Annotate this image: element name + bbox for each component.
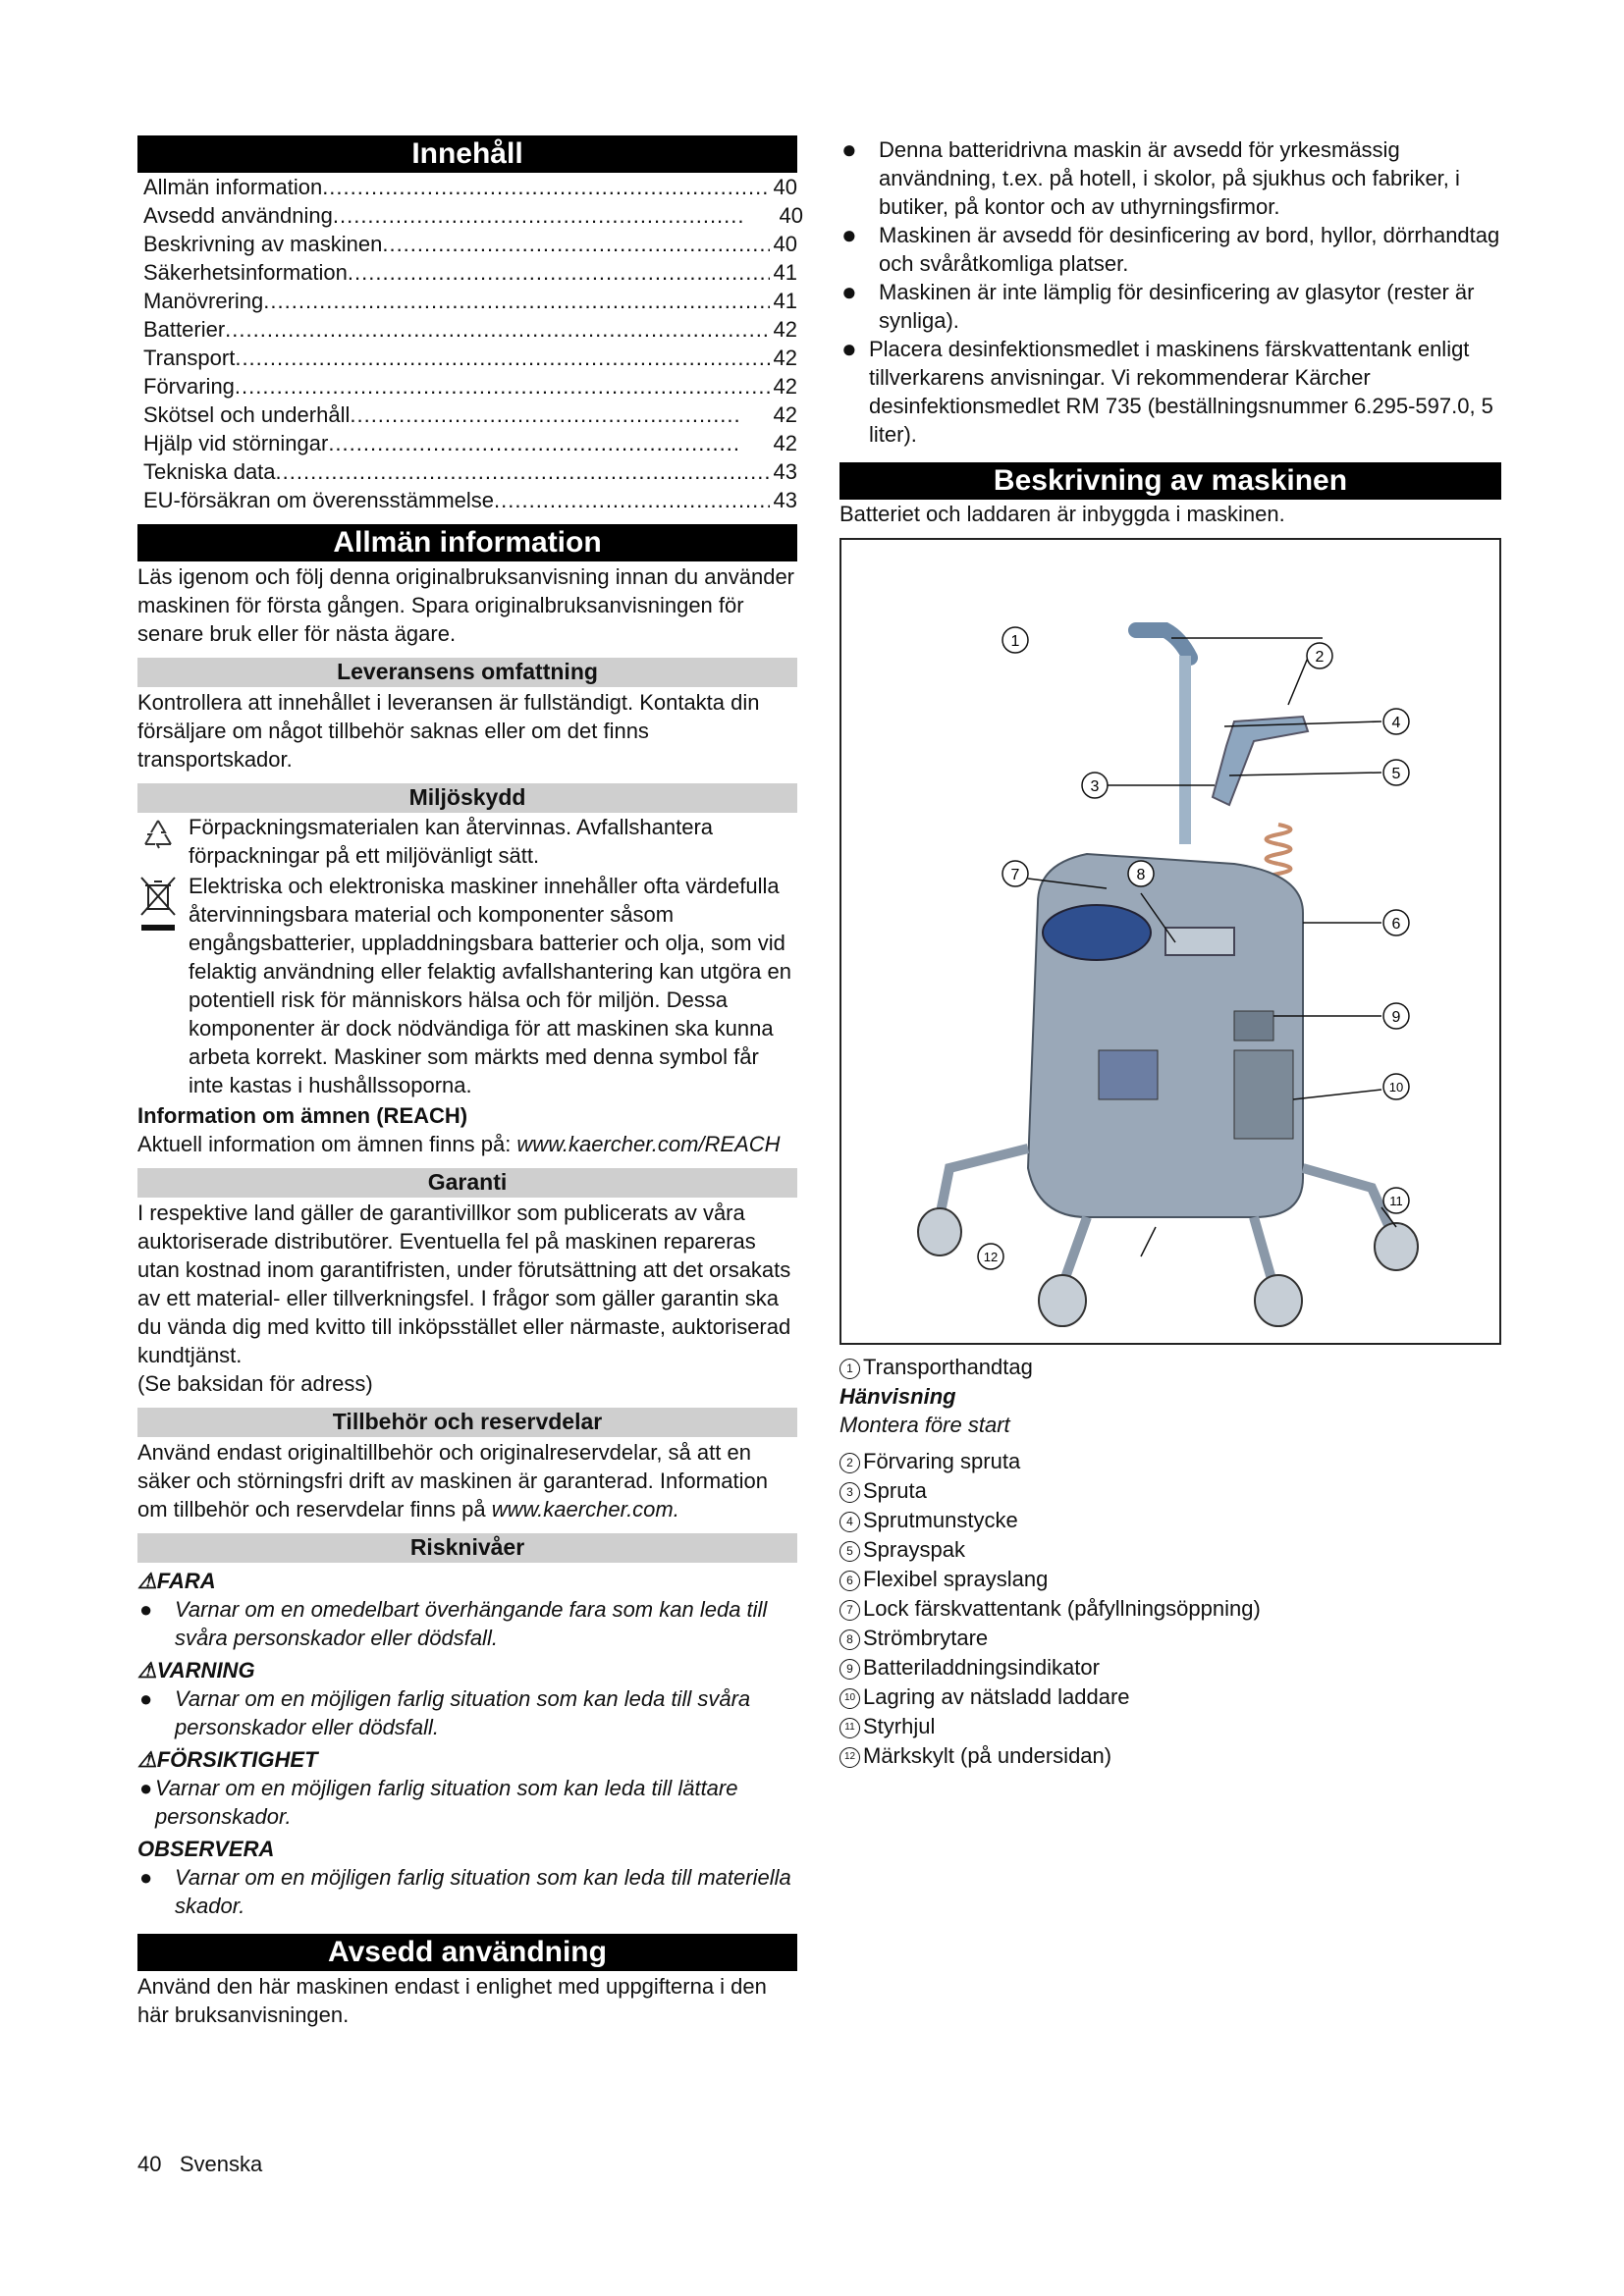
general-heading: Allmän information bbox=[137, 524, 797, 561]
left-column bbox=[137, 135, 803, 2029]
risk-item: ● Varnar om en omedelbart överhängande fara som kan leda till svåra personskador eller dödsfall. bbox=[139, 1597, 768, 1650]
warning-triangle-icon: ⚠ bbox=[137, 1569, 157, 1593]
description-heading: Beskrivning av maskinen bbox=[839, 462, 1501, 500]
tank-lid bbox=[1043, 905, 1151, 960]
warranty-text: I respektive land gäller de garantivillkor som publicerats av våra auktoriserade distributörer. Eventuella fel på maskinen repareras utan kostnad inom garantifristen, under förutsättning att det orsakats av ett material- eller tillverkningsfel. I frågor som gäller garantin ska du vända dig med kvitto till inköpsstället eller närmaste, auktoriserad kundtjänst. bbox=[137, 1201, 791, 1367]
intended-text: Använd den här maskinen endast i enlighet med uppgifterna i den här bruksanvisningen. bbox=[137, 1974, 767, 2027]
env-weee-text: Elektriska och elektroniska maskiner innehåller ofta värdefulla återvinningsbara material och komponenter såsom engångsbatterier, uppladdningsbara batterier och olja, som vid felaktig användning eller felaktig avfallshantering kan utgöra en potentiell risk för människors hälsa och för miljön. Dessa komponenter är dock nödvändiga för att maskinen ska kunna arbeta korrekt. Maskiner som märkts med denna symbol får inte kastas i hushållssoporna. bbox=[189, 874, 791, 1097]
toc-heading: Innehåll bbox=[137, 135, 797, 173]
toc-item[interactable]: Tekniska data ..... 43 bbox=[143, 457, 797, 486]
environment-heading: Miljöskydd bbox=[137, 783, 797, 813]
table-of-contents bbox=[137, 173, 803, 514]
machine-illustration bbox=[841, 540, 1499, 1343]
description-text: Batteriet och laddaren är inbyggda i maskinen. bbox=[839, 502, 1285, 526]
right-column bbox=[839, 135, 1501, 1771]
toc-item[interactable]: Allmän information ..... 40 bbox=[143, 173, 797, 201]
callout-6: 6 bbox=[1391, 916, 1401, 933]
spray-gun bbox=[1213, 717, 1308, 805]
warranty-address: (Se baksidan för adress) bbox=[137, 1371, 373, 1396]
legend-item: 11 Styrhjul bbox=[839, 1712, 1501, 1741]
list-item: ● Placera desinfektionsmedlet i maskinens färskvattentank enligt tillverkarens anvisningar. Vi rekommenderar Kärcher desinfektionsmedlet RM 735 (beställningsnummer 6.295-597.0, 5 liter). bbox=[841, 334, 1493, 447]
toc-item[interactable]: Transport ..... 42 bbox=[143, 344, 797, 372]
callout-4: 4 bbox=[1391, 715, 1401, 731]
footer-language: Svenska bbox=[179, 2152, 263, 2176]
legend-item: 6 Flexibel sprayslang bbox=[839, 1565, 1501, 1594]
legend-item: 2 Förvaring spruta bbox=[839, 1447, 1501, 1476]
legend-item: 8 Strömbrytare bbox=[839, 1624, 1501, 1653]
transport-handle bbox=[1136, 630, 1190, 658]
callout-2: 2 bbox=[1315, 649, 1325, 666]
reach-paragraph bbox=[137, 1130, 797, 1158]
toc-item[interactable]: Avsedd användning ..... 40 bbox=[143, 201, 803, 230]
risk-heading: Risknivåer bbox=[137, 1533, 797, 1563]
machine-figure bbox=[839, 538, 1501, 1345]
toc-item[interactable]: Skötsel och underhåll ..... 42 bbox=[143, 400, 797, 429]
env-recycle-block bbox=[137, 813, 797, 870]
legend-item: 7 Lock färskvattentank (påfyllningsöppning) bbox=[839, 1594, 1501, 1624]
legend-item: 5 Sprayspak bbox=[839, 1535, 1501, 1565]
reach-heading: Information om ämnen (REACH) bbox=[137, 1103, 468, 1128]
warranty-heading: Garanti bbox=[137, 1168, 797, 1198]
callout-12: 12 bbox=[983, 1250, 999, 1264]
toc-item[interactable]: EU-försäkran om överensstämmelse ..... 43 bbox=[143, 486, 797, 514]
intended-bullets bbox=[839, 135, 1501, 449]
reach-text: Aktuell information om ämnen finns på: bbox=[137, 1132, 517, 1156]
delivery-heading: Leveransens omfattning bbox=[137, 658, 797, 687]
toc-item[interactable]: Säkerhetsinformation ..... 41 bbox=[143, 258, 797, 287]
note-title: Hänvisning bbox=[839, 1384, 956, 1409]
legend-item: 1 Transporthandtag bbox=[839, 1353, 1501, 1382]
legend bbox=[839, 1353, 1501, 1771]
env-recycle-text: Förpackningsmaterialen kan återvinnas. Avfallshantera förpackningar på ett miljövänligt sätt. bbox=[189, 815, 714, 868]
parts-link[interactable]: www.kaercher.com. bbox=[491, 1497, 679, 1522]
callout-11: 11 bbox=[1389, 1194, 1403, 1208]
power-switch bbox=[1165, 928, 1234, 955]
intended-heading: Avsedd användning bbox=[137, 1934, 797, 1971]
legend-item: 4 Sprutmunstycke bbox=[839, 1506, 1501, 1535]
risk-level-title: ⚠FÖRSIKTIGHET bbox=[137, 1747, 318, 1772]
parts-heading: Tillbehör och reservdelar bbox=[137, 1408, 797, 1437]
toc-item[interactable]: Batterier ..... 42 bbox=[143, 315, 797, 344]
callout-7: 7 bbox=[1010, 867, 1020, 883]
toc-item[interactable]: Beskrivning av maskinen ..... 40 bbox=[143, 230, 797, 258]
page-number: 40 bbox=[137, 2152, 162, 2176]
risk-item: ● Varnar om en möjligen farlig situation som kan leda till materiella skador. bbox=[139, 1865, 791, 1918]
charge-indicator bbox=[1234, 1011, 1273, 1041]
cord-storage bbox=[1234, 1050, 1293, 1139]
page-footer bbox=[137, 2150, 262, 2178]
legend-item: 3 Spruta bbox=[839, 1476, 1501, 1506]
callout-1: 1 bbox=[1010, 633, 1020, 650]
callout-10: 10 bbox=[1388, 1080, 1404, 1095]
note-text: Montera före start bbox=[839, 1413, 1010, 1437]
risk-level-title: OBSERVERA bbox=[137, 1837, 275, 1861]
parts-text: Använd endast originaltillbehör och originalreservdelar, så att en säker och störningsfri drift av maskinen är garanterad. Information om tillbehör och reservdelar finns på bbox=[137, 1440, 768, 1522]
risk-level-title: ⚠FARA bbox=[137, 1569, 216, 1593]
list-item: ● Denna batteridrivna maskin är avsedd för yrkesmässig användning, t.ex. på hotell, i skolor, på sjukhus och fabriker, i butiker, på kontor och av uthyrningsfirmor. bbox=[841, 134, 1460, 219]
legend-item: 9 Batteriladdningsindikator bbox=[839, 1653, 1501, 1682]
warning-triangle-icon: ⚠ bbox=[137, 1747, 157, 1772]
list-item: ● Maskinen är avsedd för desinficering av bord, hyllor, dörrhandtag och svåråtkomliga platser. bbox=[841, 220, 1500, 276]
legend-item: 10 Lagring av nätsladd laddare bbox=[839, 1682, 1501, 1712]
general-intro: Läs igenom och följ denna originalbruksanvisning innan du använder maskinen för första gången. Spara originalbruksanvisningen för senare bruk eller för nästa ägare. bbox=[137, 564, 795, 646]
list-item: ● Maskinen är inte lämplig för desinficering av glasytor (rester är synliga). bbox=[841, 277, 1475, 333]
toc-item[interactable]: Hjälp vid störningar ..... 42 bbox=[143, 429, 797, 457]
toc-item[interactable]: Manövrering ..... 41 bbox=[143, 287, 797, 315]
rating-plate-area bbox=[1099, 1050, 1158, 1099]
parts-paragraph bbox=[137, 1438, 797, 1523]
risk-item: ● Varnar om en möjligen farlig situation som kan leda till lättare personskador. bbox=[139, 1776, 738, 1829]
delivery-text: Kontrollera att innehållet i leveransen är fullständigt. Kontakta din försäljare om något tillbehör saknas eller om det finns transportskador. bbox=[137, 690, 760, 772]
reach-link[interactable]: www.kaercher.com/REACH bbox=[516, 1132, 781, 1156]
callout-8: 8 bbox=[1136, 867, 1146, 883]
crossed-bin-icon bbox=[137, 874, 179, 936]
risk-item: ● Varnar om en möjligen farlig situation som kan leda till svåra personskador eller dödsfall. bbox=[139, 1686, 751, 1739]
callout-9: 9 bbox=[1391, 1009, 1401, 1026]
legend-item: 12 Märkskylt (på undersidan) bbox=[839, 1741, 1501, 1771]
risk-level-title: ⚠VARNING bbox=[137, 1658, 255, 1682]
callout-5: 5 bbox=[1391, 766, 1401, 782]
warning-triangle-icon: ⚠ bbox=[137, 1658, 157, 1682]
callout-3: 3 bbox=[1090, 778, 1100, 795]
recycle-icon bbox=[137, 815, 179, 856]
env-weee-block bbox=[137, 872, 797, 1099]
toc-item[interactable]: Förvaring ..... 42 bbox=[143, 372, 797, 400]
